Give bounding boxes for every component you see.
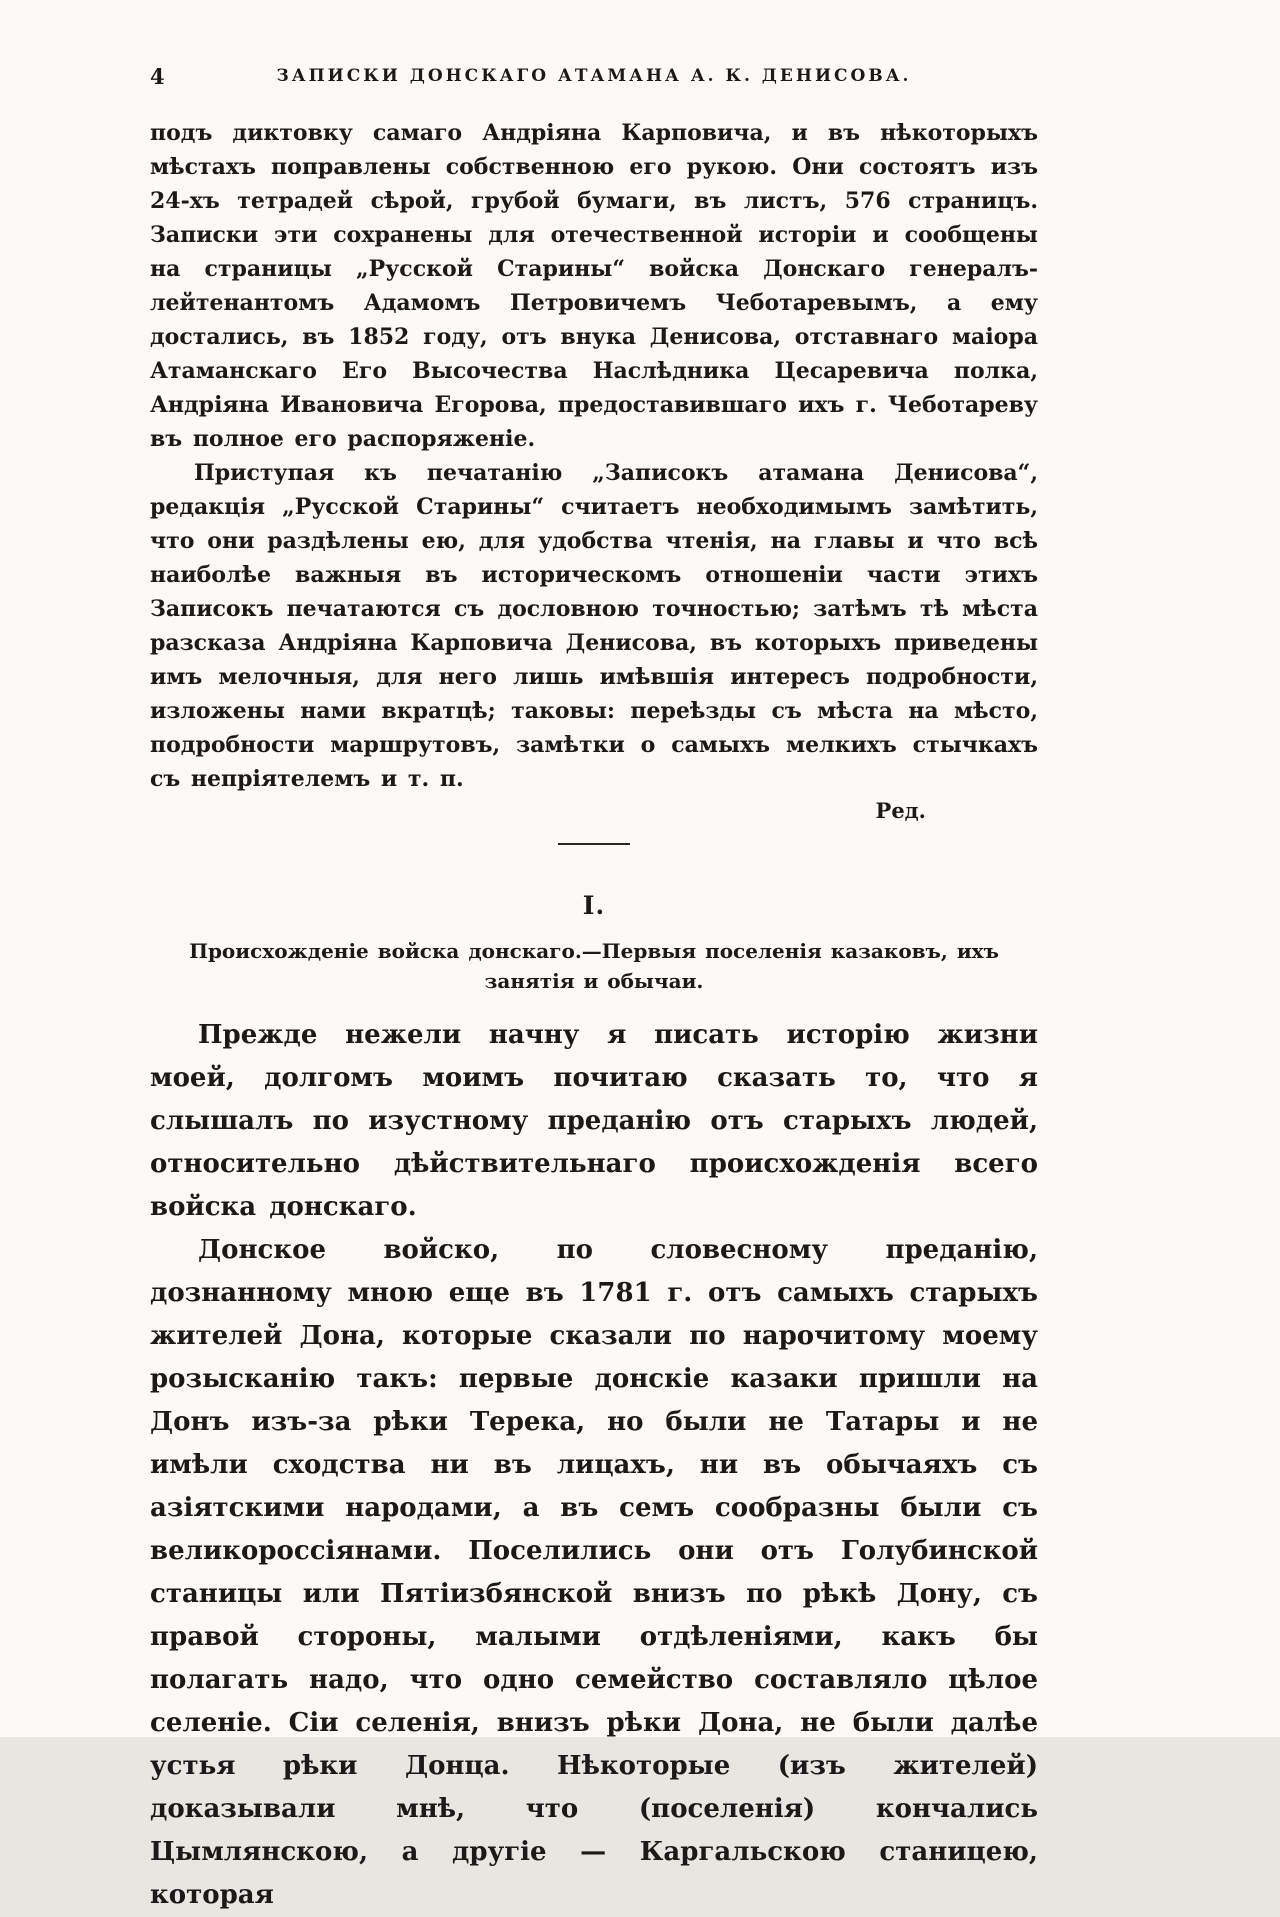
page-number: 4 [150,64,165,89]
chapter-number: I. [582,891,606,920]
chapter-subtitle: Происхожденіе войска донскаго.—Первыя поселенія казаковъ, ихъ занятія и обычаи. [189,939,999,993]
running-header-title: ЗАПИСКИ ДОНСКАГО АТАМАНА А. К. ДЕНИСОВА. [276,66,912,86]
section-divider [558,843,630,845]
memoir-paragraph-1: Прежде нежели начну я писать исторію жизни моей, долгомъ моимъ почитаю сказать то, что я слышалъ по изустному преданію отъ старыхъ людей, относительно дѣйствительнаго происхожденія всего войска донскаго. [150,1020,1038,1222]
editor-signature: Ред. [875,798,926,823]
memoir-paragraph-2: Донское войско, по словесному преданію, дознанному мною еще въ 1781 г. отъ самыхъ старыхъ жителей Дона, которые сказали по нарочитому моему розысканію такъ: первые донскіе казаки пришли на Донъ изъ-за рѣки Терека, но были не Татары и не имѣли сходства ни въ лицахъ, ни въ обычаяхъ съ азіятскими народами, а въ семъ сообразны были съ великороссіянами. Поселились они отъ Голубинской станицы или Пятіизбянской внизъ по рѣкѣ Дону, съ правой стороны, малыми отдѣленіями, какъ бы полагать надо, что одно семейство составляло цѣлое селеніе. Сіи селенія, внизъ рѣки Дона, не были далѣе устья рѣки Донца. Нѣкоторые (изъ жителей) доказывали мнѣ, что (поселенія) кончались Цымлянскою, а другіе — Каргальскою станицею, которая [150,1235,1038,1910]
running-head [150,58,1038,98]
intro-paragraph-2: Приступая къ печатанію „Записокъ атамана Денисова“, редакція „Русской Старины“ считаетъ необходимымъ замѣтить, что они раздѣлены ею, для удобства чтенія, на главы и что всѣ наиболѣе важныя въ историческомъ отношеніи части этихъ Записокъ печатаются съ дословною точностью; затѣмъ тѣ мѣста разсказа Андріяна Карповича Денисова, въ которыхъ приведены имъ мелочныя, для него лишь имѣвшія интересъ подробности, изложены нами вкратцѣ; таковы: переѣзды съ мѣста на мѣсто, подробности маршрутовъ, замѣтки о самыхъ мелкихъ стычкахъ съ непріятелемъ и т. п. [150,460,1038,792]
editorial-intro [150,116,1038,823]
text-block [150,58,1038,1917]
intro-paragraph-1: подъ диктовку самаго Андріяна Карповича, и въ нѣкоторыхъ мѣстахъ поправлены собственною его рукою. Они состоятъ изъ 24-хъ тетрадей сѣрой, грубой бумаги, въ листъ, 576 страницъ. Записки эти сохранены для отечественной исторіи и сообщены на страницы „Русской Старины“ войска Донскаго генералъ-лейтенантомъ Адамомъ Петровичемъ Чеботаревымъ, а ему достались, въ 1852 году, отъ внука Денисова, отставнаго маіора Атаманскаго Его Высочества Наслѣдника Цесаревича полка, Андріяна Ивановича Егорова, предоставившаго ихъ г. Чеботареву въ полное его распоряженіе. [150,120,1038,452]
memoir-body [150,1014,1038,1917]
